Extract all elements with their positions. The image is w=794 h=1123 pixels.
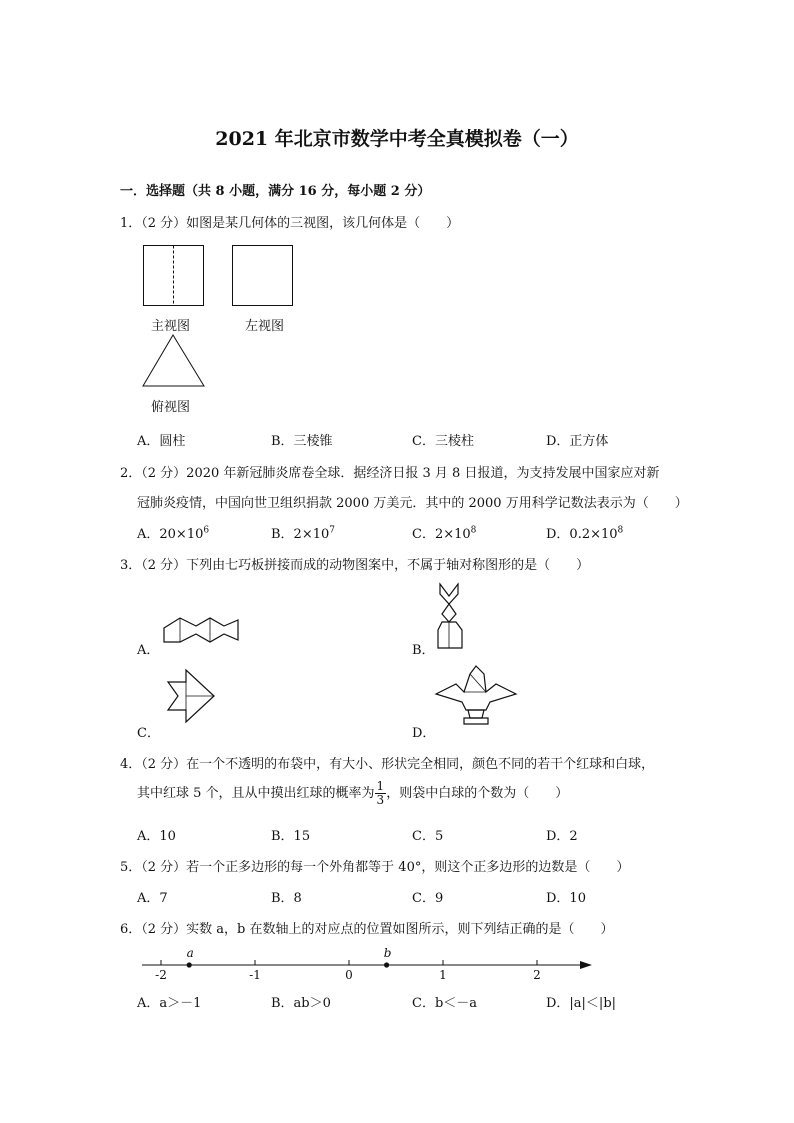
axis-tick-label: 0 <box>345 968 353 982</box>
front-view-caption: 主视图 <box>151 319 191 334</box>
question-5-stem: 5．（2 分）若一个正多边形的每一个外角都等于 40°，则这个正多边形的边数是（ ） <box>120 860 630 875</box>
q5-option-d[interactable]: D．10 <box>546 891 586 906</box>
probability-fraction: $\frac{1}{3}$ <box>376 779 385 807</box>
tangram-figure-b <box>436 582 466 652</box>
q6-option-c[interactable]: C．b＜－a <box>412 996 478 1011</box>
point-a-label: a <box>186 946 194 960</box>
q4-option-b[interactable]: B．15 <box>271 829 311 844</box>
question-1-stem: 1．（2 分）如图是某几何体的三视图，该几何体是（ ） <box>120 216 460 231</box>
q1-option-c[interactable]: C．三棱柱 <box>412 434 474 449</box>
q3-option-d[interactable]: D． <box>412 726 436 741</box>
q4-option-c[interactable]: C．5 <box>412 829 444 844</box>
section-header: 一．选择题（共 8 小题，满分 16 分，每小题 2 分） <box>120 184 431 199</box>
top-view-caption: 俯视图 <box>151 400 191 415</box>
q5-option-c[interactable]: C．9 <box>412 891 444 906</box>
q3-option-b[interactable]: B． <box>412 643 435 658</box>
question-2-line-1: 2．（2 分）2020 年新冠肺炎席卷全球．据经济日报 3 月 8 日报道，为支持发展中国家应对新 <box>120 466 660 481</box>
q2-option-d[interactable]: D．$0.2\times 10^8$ <box>546 525 624 542</box>
question-4-line-1: 4．（2 分）在一个不透明的布袋中，有大小、形状完全相同，颜色不同的若干个红球和白球， <box>120 757 655 772</box>
q4-option-a[interactable]: A．10 <box>137 829 176 844</box>
page-title: 2021 年北京市数学中考全真模拟卷（一） <box>215 128 579 150</box>
axis-arrow-icon <box>580 961 592 969</box>
tangram-figure-d <box>434 664 518 728</box>
tangram-figure-c <box>164 668 220 724</box>
q4-option-d[interactable]: D．2 <box>546 829 578 844</box>
q1-option-a[interactable]: A．圆柱 <box>137 434 186 449</box>
q5-option-b[interactable]: B．8 <box>271 891 302 906</box>
question-6-stem: 6．（2 分）实数 a，b 在数轴上的对应点的位置如图所示，则下列结正确的是（ ） <box>120 922 614 937</box>
axis-tick-label: 2 <box>533 968 541 982</box>
q1-option-b[interactable]: B．三棱锥 <box>271 434 333 449</box>
q1-option-d[interactable]: D．正方体 <box>546 434 609 449</box>
point-b-marker <box>384 962 389 967</box>
axis-tick-label: -1 <box>249 968 261 982</box>
q2-option-b[interactable]: B．$2\times 10^7$ <box>271 525 335 542</box>
q3-option-c[interactable]: C． <box>137 726 160 741</box>
q2-option-c[interactable]: C．$2\times 10^8$ <box>412 525 477 542</box>
side-view-figure <box>232 245 294 307</box>
question-2-line-2: 冠肺炎疫情，中国向世卫组织捐款 2000 万美元．其中的 2000 万用科学记数法表示为（ ） <box>137 496 688 511</box>
q6-option-d[interactable]: D．|a|＜|b| <box>546 996 617 1011</box>
axis-tick-label: 1 <box>439 968 447 982</box>
q5-option-a[interactable]: A．7 <box>137 891 168 906</box>
question-3-stem: 3．（2 分）下列由七巧板拼接而成的动物图案中，不属于轴对称图形的是（ ） <box>120 558 590 573</box>
question-4-line-2: 其中红球 5 个，且从中摸出红球的概率为 $\frac{1}{3}$ ，则袋中白球的个数为（ ） <box>137 779 569 807</box>
side-view-caption: 左视图 <box>245 319 285 334</box>
number-line <box>140 944 600 984</box>
front-view-figure <box>143 245 205 307</box>
q6-option-b[interactable]: B．ab＞0 <box>271 996 331 1011</box>
axis-tick-label: -2 <box>155 968 167 982</box>
q2-option-a[interactable]: A．$20\times 10^6$ <box>137 525 210 542</box>
q3-option-a[interactable]: A． <box>137 643 160 658</box>
point-a-marker <box>187 962 192 967</box>
tangram-figure-a <box>162 612 242 652</box>
point-b-label: b <box>383 946 392 960</box>
top-view-figure <box>142 334 206 388</box>
q6-option-a[interactable]: A．a＞－1 <box>137 996 202 1011</box>
